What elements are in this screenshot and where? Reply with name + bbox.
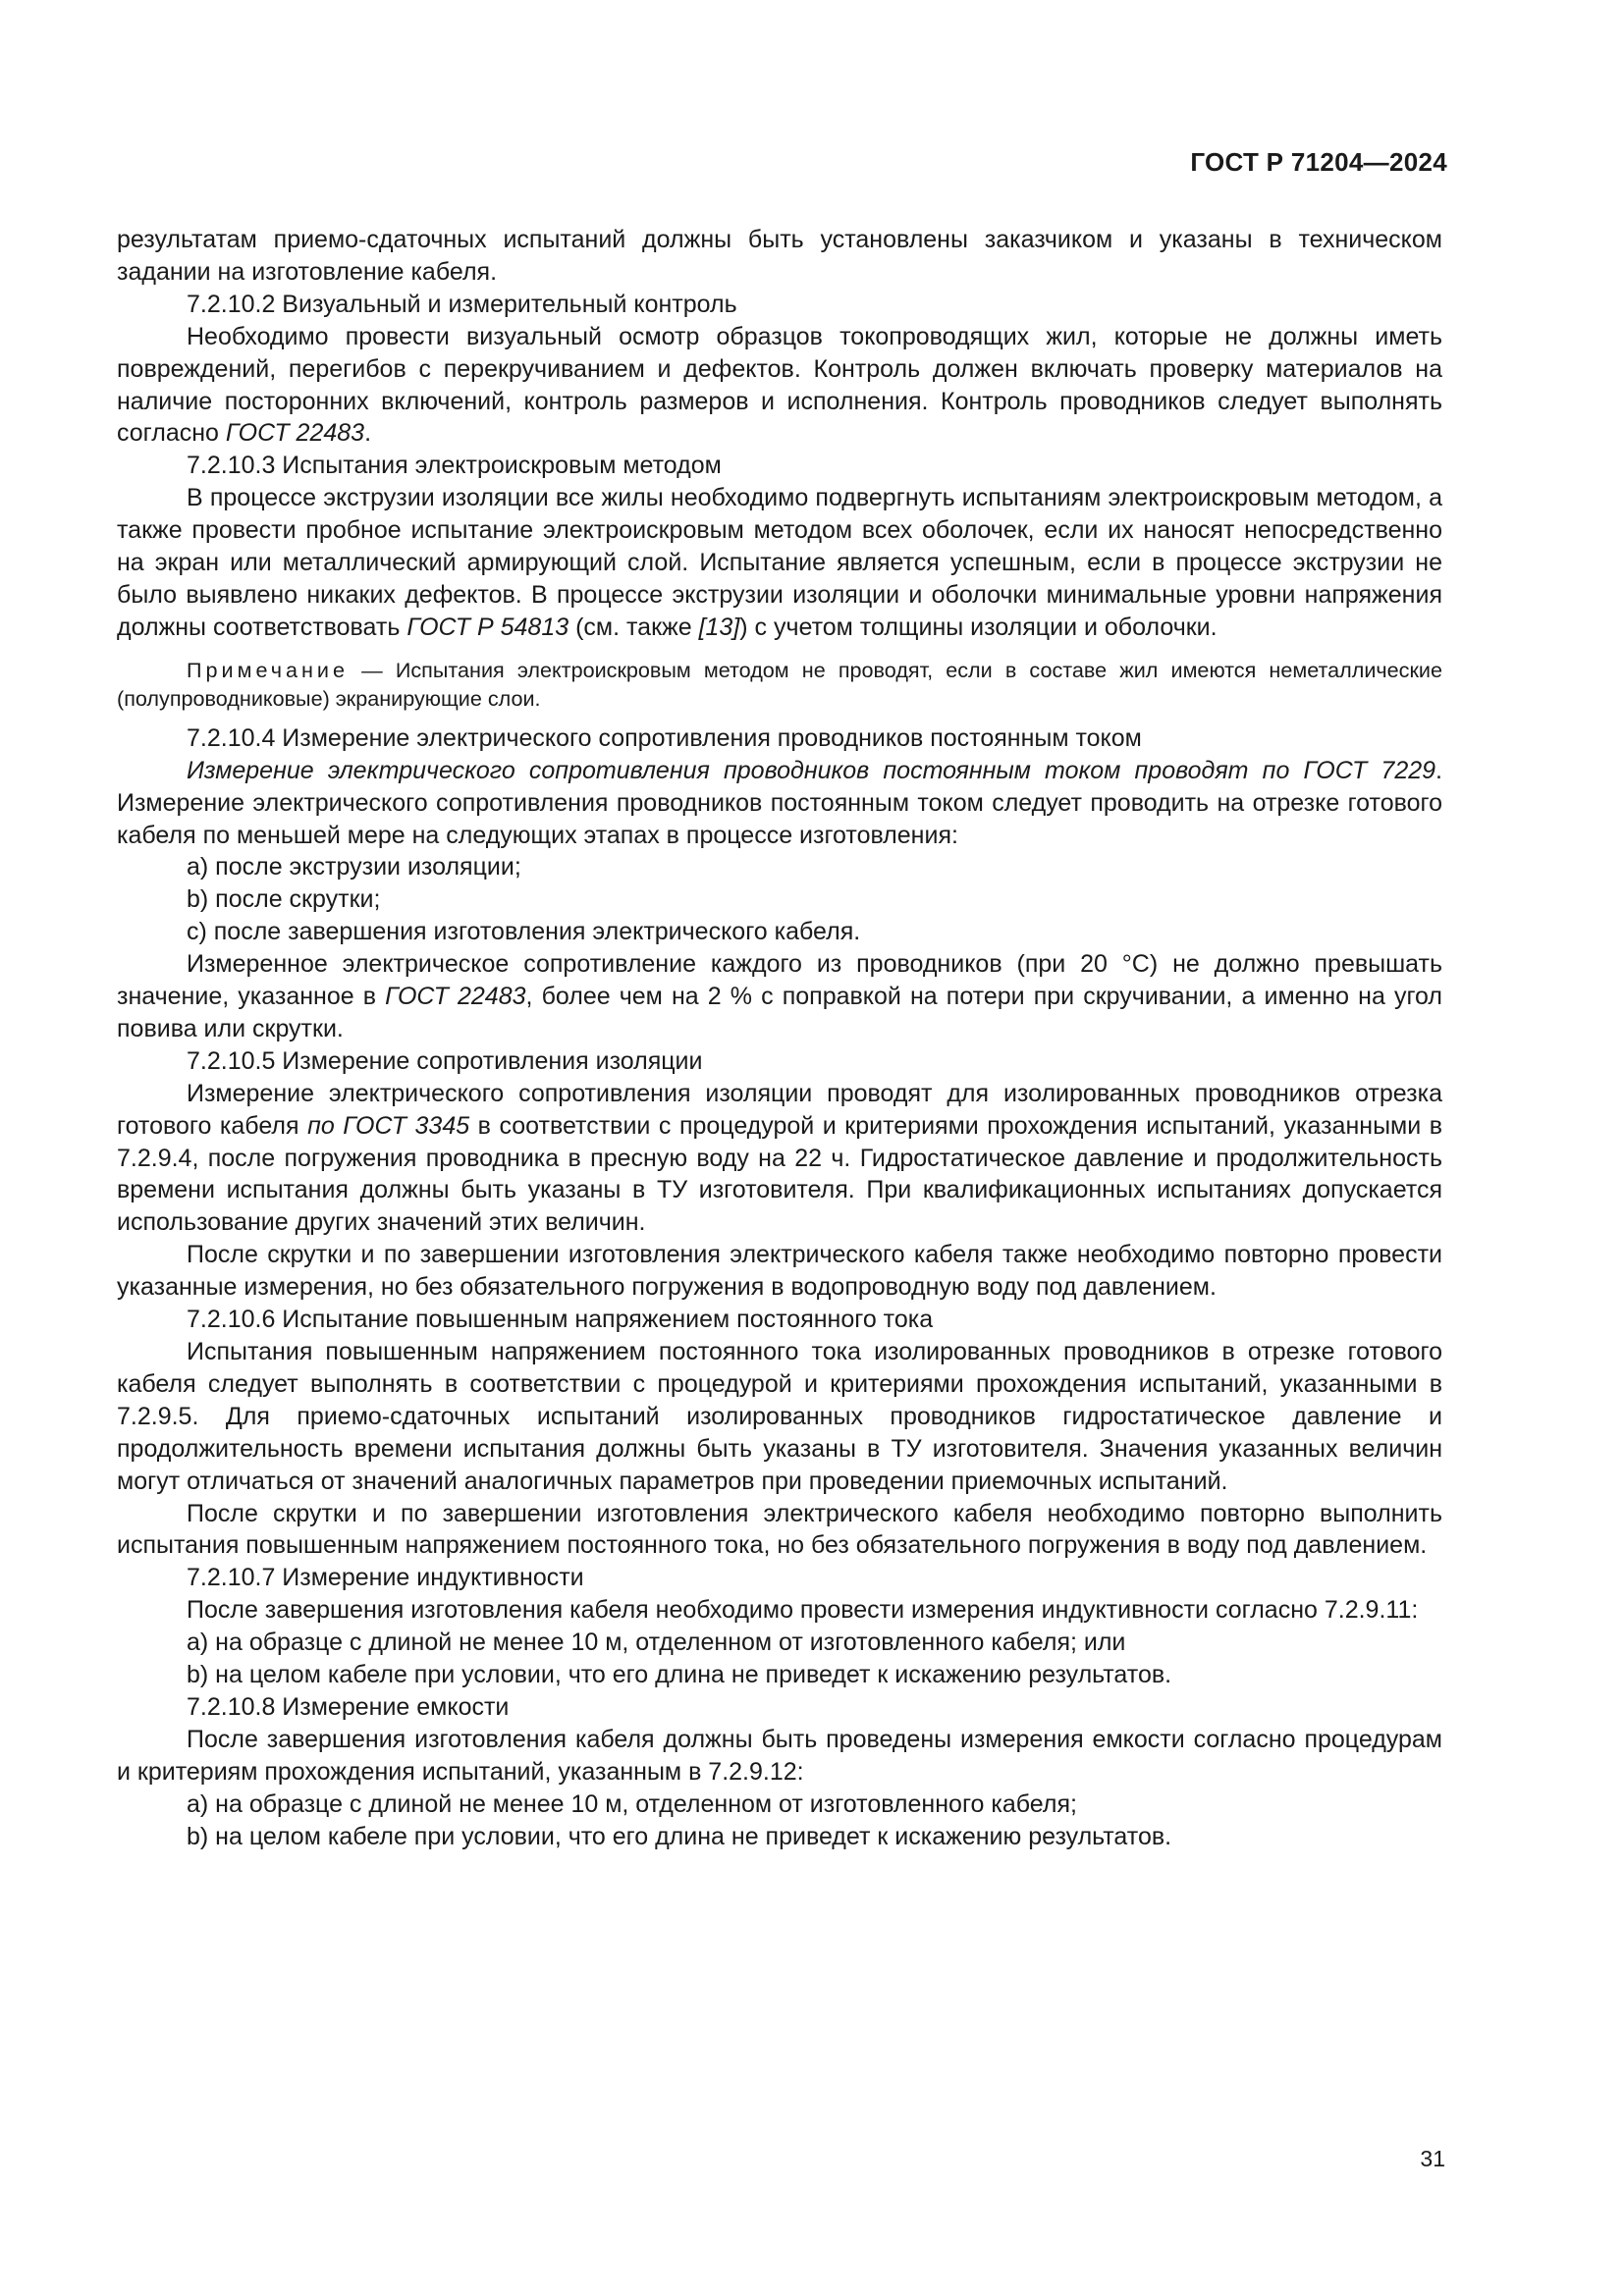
list-item: b) на целом кабеле при условии, что его длина не приведет к искажению результатов. [187,1822,1172,1850]
document-header: ГОСТ Р 71204—2024 [1190,147,1447,177]
list-item: a) на образце с длиной не менее 10 м, отделенном от изготовленного кабеля; [187,1789,1077,1818]
section-heading-7-2-10-2: 7.2.10.2 Визуальный и измерительный контроль [187,290,737,318]
paragraph-inductance: После завершения изготовления кабеля необходимо провести измерения индуктивности согласно 7.2.9.11: [187,1596,1419,1625]
paragraph-high-voltage: Испытания повышенным напряжением постоянного тока изолированных проводников в отрезке готового кабеля следует выполнять в соответствии с процедурой и критериями прохождения испытаний, указанными в 7.2.9.5. Для приемо-сдаточных испытаний изолированных проводников гидростатическое давление и продолжительность времени испытания должны быть указаны в ТУ изготовителя. Значения указанных величин могут отличаться от значений аналогичных параметров при проведении приемочных испытаний. [117,1338,1442,1495]
paragraph-high-voltage-repeat: После скрутки и по завершении изготовления электрического кабеля необходимо повторно выполнить испытания повышенным напряжением постоянного тока, но без обязательного погружения в воду под давлением. [117,1499,1442,1560]
section-heading-7-2-10-5: 7.2.10.5 Измерение сопротивления изоляции [187,1046,703,1075]
paragraph-insulation-resistance: Измерение электрического сопротивления изоляции проводят для изолированных проводников отрезка готового кабеля по ГОСТ 3345 в соответствии с процедурой и критериями прохождения испытаний, указанными в 7.2.9.4, после погружения проводника в пресную воду на 22 ч. Гидростатическое давление и продолжительность времени испытания должны быть указаны в ТУ изготовителя. При квалификационных испытаниях допускается использование других значений этих величин. [117,1079,1442,1237]
paragraph-capacitance: После завершения изготовления кабеля должны быть проведены измерения емкости согласно процедурам и критериям прохождения испытаний, указанным в 7.2.9.12: [117,1725,1442,1786]
standard-reference: ГОСТ 22483 [385,983,526,1011]
note-paragraph: Примечание — Испытания электроискровым методом не проводят, если в составе жил имеются неметаллические (полупроводниковые) экранирующие слои. [117,657,1442,711]
section-heading-7-2-10-3: 7.2.10.3 Испытания электроискровым методом [187,452,722,480]
standard-reference: по ГОСТ 3345 [307,1111,470,1140]
standard-reference: ГОСТ 22483 [225,419,365,448]
paragraph-insulation-repeat: После скрутки и по завершении изготовления электрического кабеля также необходимо повторно провести указанные измерения, но без обязательного погружения в водопроводную воду под давлением. [117,1241,1442,1302]
list-item: b) после скрутки; [187,885,381,914]
paragraph-resistance-limit: Измеренное электрическое сопротивление каждого из проводников (при 20 °C) не должно превышать значение, указанное в ГОСТ 22483, более чем на 2 % с поправкой на потери при скручивании, а именно на угол повива или скрутки. [117,950,1442,1042]
intro-paragraph: результатам приемо-сдаточных испытаний должны быть установлены заказчиком и указаны в техническом задании на изготовление кабеля. [117,226,1442,286]
bibliography-reference: [13] [698,613,740,641]
section-heading-7-2-10-6: 7.2.10.6 Испытание повышенным напряжением постоянного тока [187,1306,934,1334]
page-number: 31 [1420,2146,1445,2171]
paragraph-resistance-dc: Измерение электрического сопротивления проводников постоянным током проводят по ГОСТ 7229. Измерение электрического сопротивления проводников постоянным током следует проводить на отрезке готового кабеля по меньшей мере на следующих этапах в процессе изготовления: [117,756,1442,849]
section-heading-7-2-10-4: 7.2.10.4 Измерение электрического сопротивления проводников постоянным током [187,723,1142,752]
list-item: b) на целом кабеле при условии, что его длина не приведет к искажению результатов. [187,1661,1172,1689]
list-item: a) на образце с длиной не менее 10 м, отделенном от изготовленного кабеля; или [187,1629,1126,1657]
list-item: a) после экструзии изоляции; [187,853,521,881]
section-heading-7-2-10-7: 7.2.10.7 Измерение индуктивности [187,1564,584,1592]
paragraph-visual-control: Необходимо провести визуальный осмотр образцов токопроводящих жил, которые не должны иметь повреждений, перегибов с перекручиванием и дефектов. Контроль должен включать проверку материалов на наличие посторонних включений, контроль размеров и исполнения. Контроль проводников следует выполнять согласно ГОСТ 22483. [117,322,1442,448]
note-label: Примечание [187,657,349,682]
standard-reference: ГОСТ Р 54813 [406,613,569,641]
paragraph-spark-test: В процессе экструзии изоляции все жилы необходимо подвергнуть испытаниям электроискровым методом, а также провести пробное испытание электроискровым методом всех оболочек, если их наносят непосредственно на экран или металлический армирующий слой. Испытание является успешным, если в процессе экструзии не было выявлено никаких дефектов. В процессе экструзии изоляции и оболочки минимальные уровни напряжения должны соответствовать ГОСТ Р 54813 (см. также [13]) с учетом толщины изоляции и оболочки. [117,484,1442,641]
section-heading-7-2-10-8: 7.2.10.8 Измерение емкости [187,1692,510,1721]
document-body [117,224,1442,1853]
list-item: c) после завершения изготовления электрического кабеля. [187,918,861,946]
